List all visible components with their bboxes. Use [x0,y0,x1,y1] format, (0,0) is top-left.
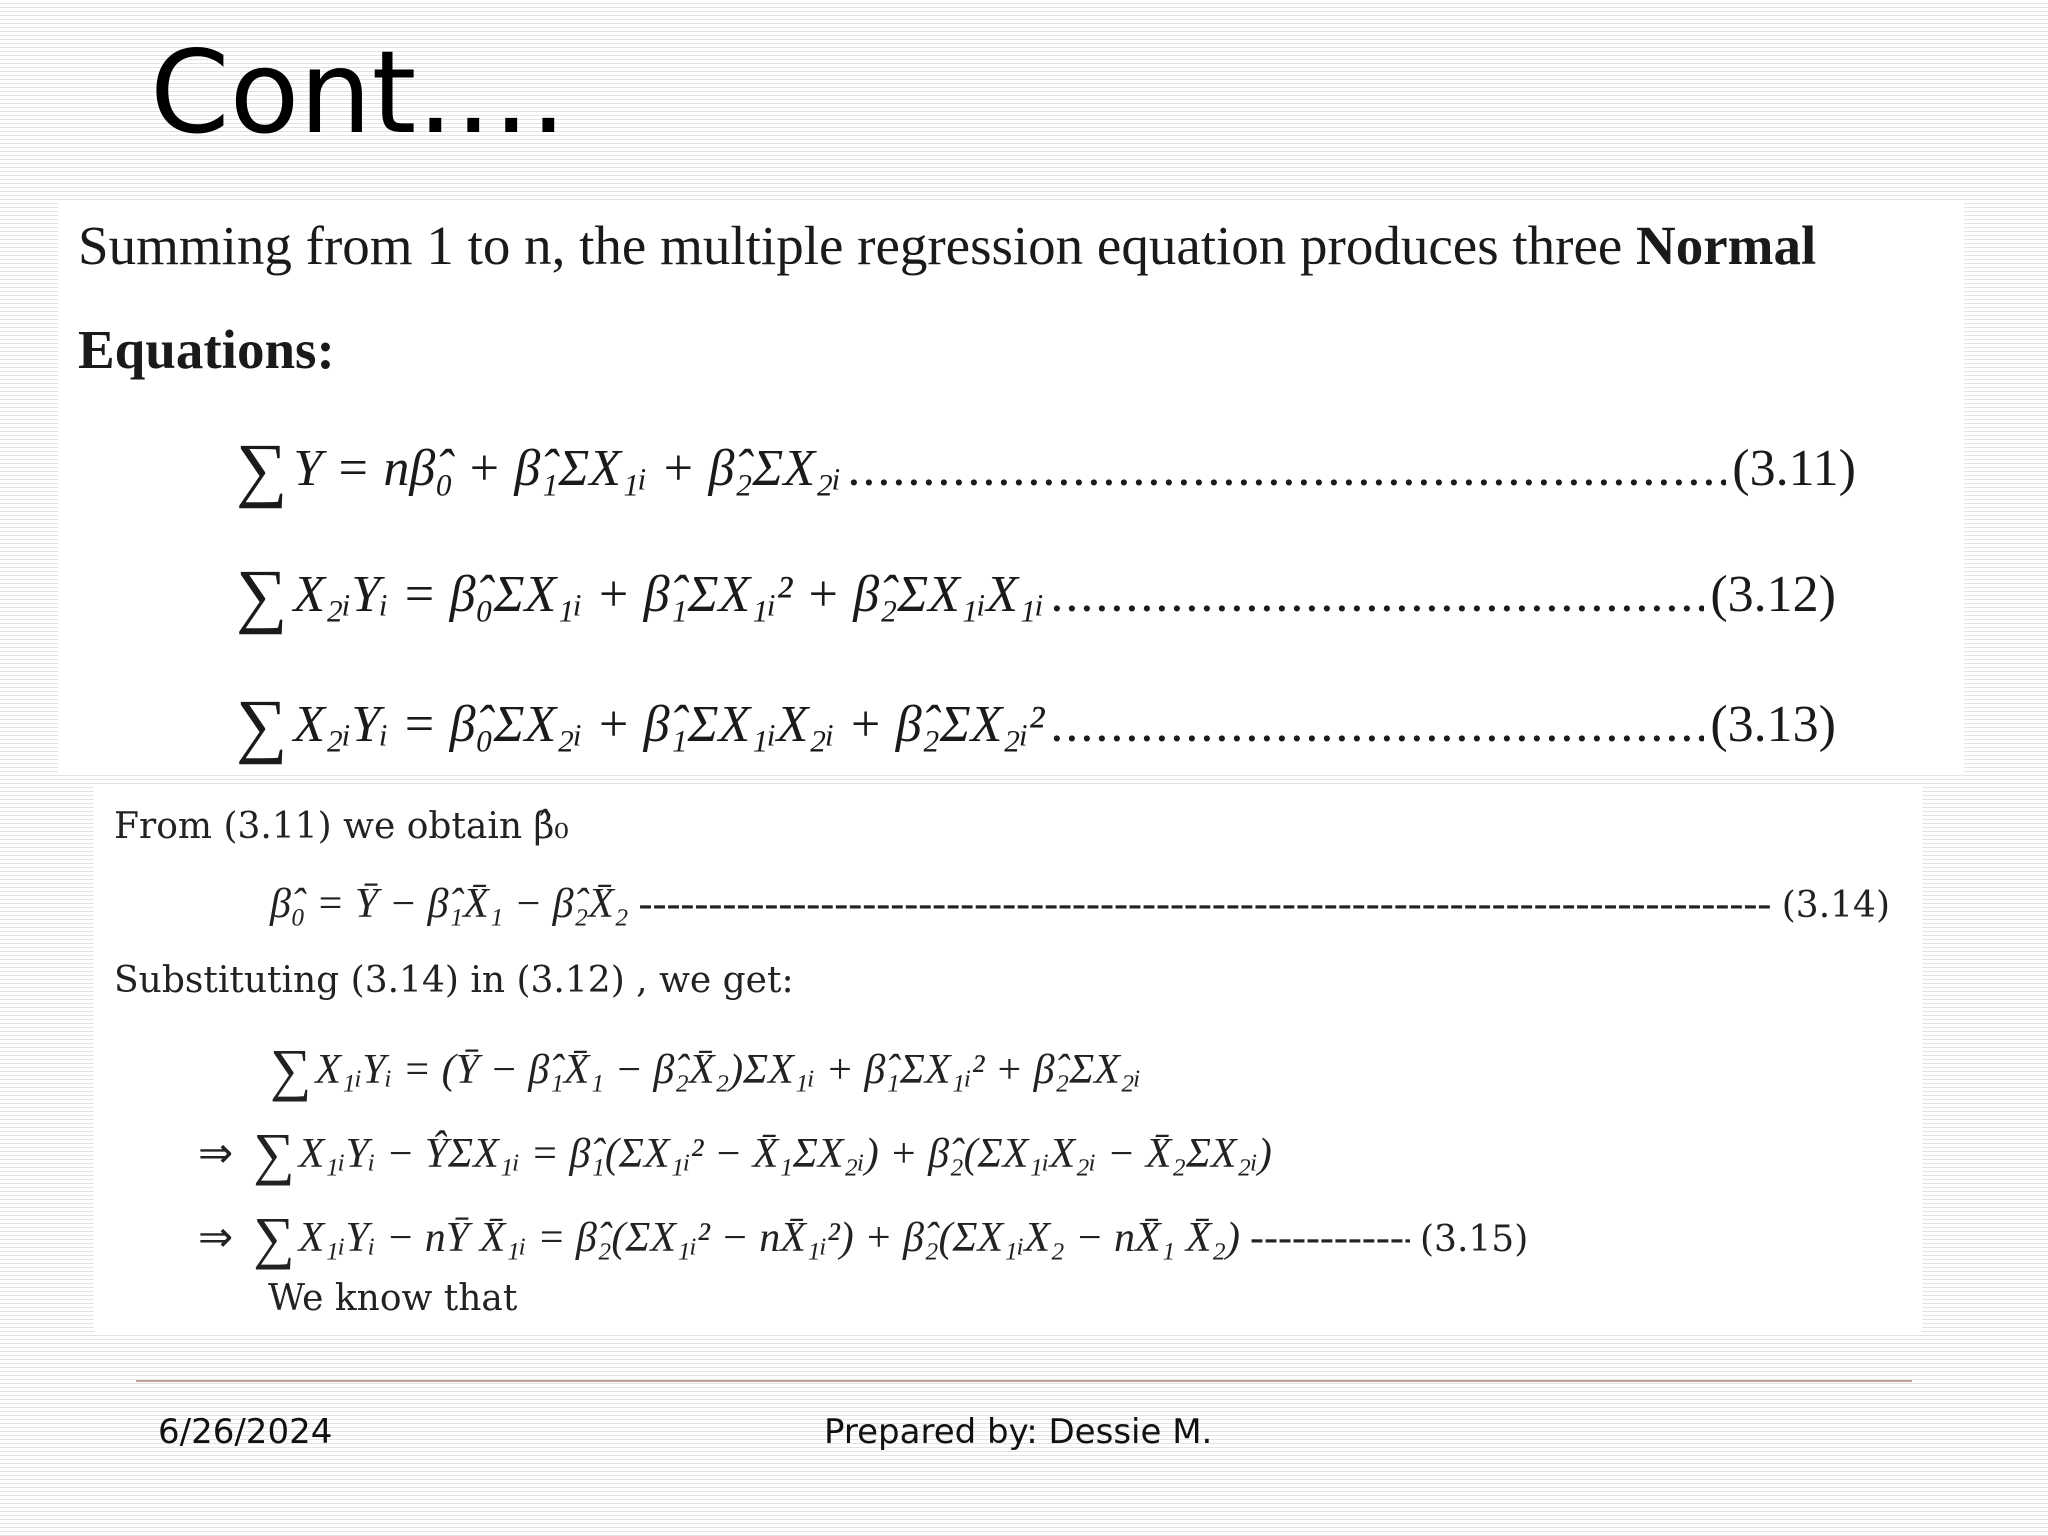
summation-symbol: ∑ [236,429,288,509]
equation-expression: β̂₀ = Ȳ − β̂₁X̄₁ − β̂₂X̄₂ [270,881,629,927]
summation-symbol: ∑ [253,1205,295,1270]
implies-arrow: ⇒ [198,1215,234,1261]
implies-arrow: ⇒ [198,1131,234,1177]
normal-equations-panel [58,200,1964,774]
equation-number: (3.12) [1710,566,1836,623]
equation-number: (3.11) [1732,440,1856,497]
summation-symbol: ∑ [236,555,288,635]
equation-expression: X₂ᵢYᵢ = β̂₀ΣX₁ᵢ + β̂₁ΣX₁ᵢ² + β̂₂ΣX₁ᵢX₁ᵢ [293,566,1045,623]
equation-number: (3.14) [1781,885,1890,926]
equation-expression: X₂ᵢYᵢ = β̂₀ΣX₂ᵢ + β̂₁ΣX₁ᵢX₂ᵢ + β̂₂ΣX₂ᵢ² [293,696,1045,753]
equation-3-11 [236,420,1856,509]
derivation-expression: X₁ᵢYᵢ − ŶΣX₁ᵢ = β̂₁(ΣX₁ᵢ² − X̄₁ΣX₂ᵢ) + β̂₂(ΣX₁ᵢX₂ᵢ − X̄₂ΣX₂ᵢ) [298,1131,1272,1177]
equation-expression: Y = nβ̂₀ + β̂₁ΣX₁ᵢ + β̂₂ΣX₂ᵢ [293,440,842,497]
from-text: From (3.11) we obtain β̂₀ [114,806,569,847]
derivation-line-2 [198,1114,1272,1186]
slide-title: Cont…. [150,26,567,159]
equation-number: (3.15) [1420,1219,1529,1260]
summation-symbol: ∑ [253,1121,295,1186]
intro-text [78,214,1816,277]
we-know-text: We know that [268,1278,518,1319]
derivation-panel [94,784,1922,1334]
intro-text-main: Summing from 1 to n, the multiple regression equation produces three [78,215,1623,276]
leader-dashes [1250,1214,1410,1262]
summation-symbol: ∑ [236,685,288,765]
intro-text-bold: Normal [1636,215,1817,276]
footer-divider [136,1380,1912,1382]
footer-author: Prepared by: Dessie M. [824,1412,1213,1452]
leader-dots [847,439,1726,498]
equation-3-14 [270,880,1890,928]
equation-3-13 [236,676,1836,765]
derivation-line-1 [270,1030,1142,1102]
leader-dots [1050,695,1704,754]
summation-symbol: ∑ [270,1037,312,1102]
derivation-expression: X₁ᵢYᵢ − nȲ X̄₁ᵢ = β̂₂(ΣX₁ᵢ² − nX̄₁ᵢ²) + β̂₂(ΣX₁ᵢX₂ − nX̄₁ X̄₂) [298,1215,1240,1261]
equation-number: (3.13) [1710,696,1836,753]
footer-date: 6/26/2024 [158,1412,333,1452]
equation-3-12 [236,546,1836,635]
derivation-expression: X₁ᵢYᵢ = (Ȳ − β̂₁X̄₁ − β̂₂X̄₂)ΣX₁ᵢ + β̂₁ΣX₁ᵢ² + β̂₂ΣX₂ᵢ [315,1047,1142,1093]
equations-heading: Equations: [78,319,335,380]
substituting-text: Substituting (3.14) in (3.12) , we get: [114,960,794,1001]
derivation-line-3 [198,1198,1922,1270]
leader-dashes [638,880,1771,928]
leader-dots [1050,565,1704,624]
